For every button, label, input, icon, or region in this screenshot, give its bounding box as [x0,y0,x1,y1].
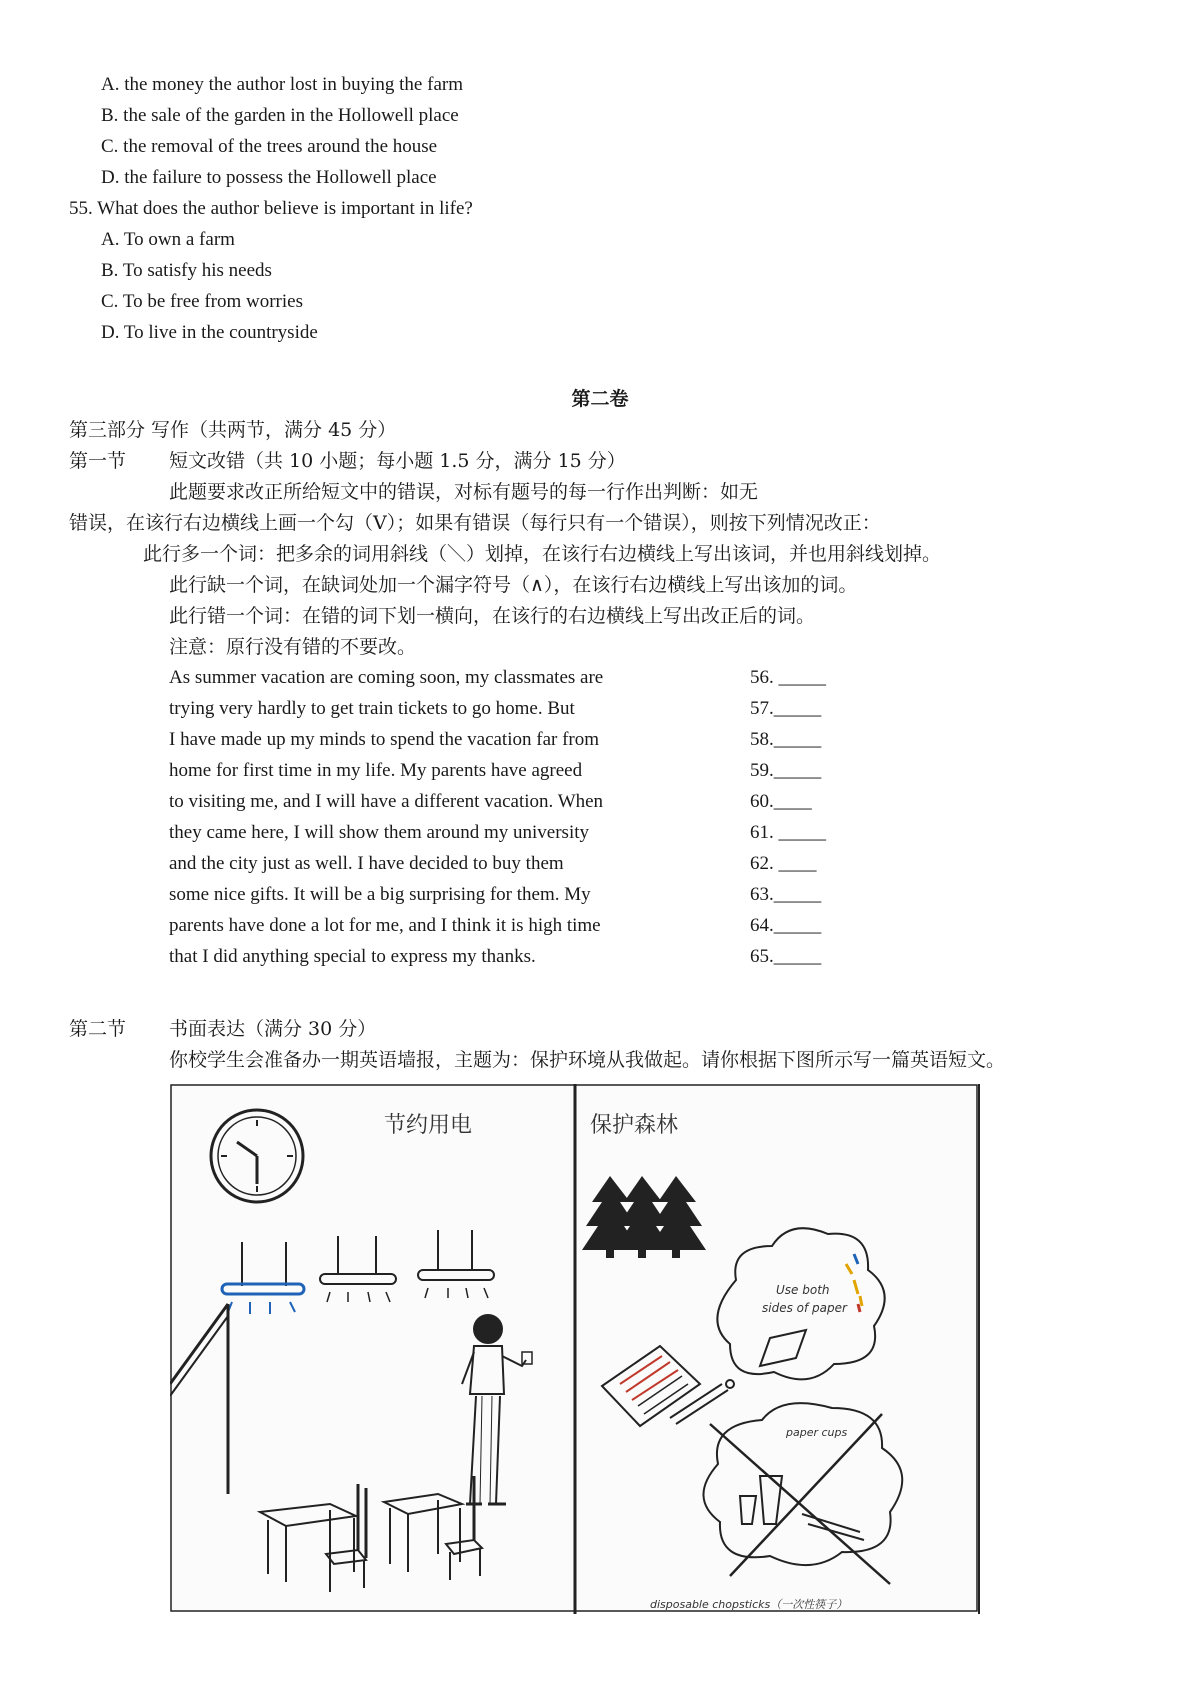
q54-option-c: C. the removal of the trees around the house [101,136,438,157]
section1-instruction-6: 注意：原行没有错的不要改。 [169,636,417,658]
passage-line: parents have done a lot for me, and I think it is high time [169,915,601,936]
passage-line: some nice gifts. It will be a big surprising for them. My [169,884,591,905]
section2-title: 书面表达（满分 30 分） [169,1018,377,1040]
passage-line: they came here, I will show them around my university [169,822,590,843]
section1-instruction-4: 此行缺一个词，在缺词处加一个漏字符号（∧），在该行右边横线上写出该加的词。 [169,574,858,596]
volume-title: 第二卷 [571,388,629,410]
section1-title: 短文改错（共 10 小题；每小题 1.5 分，满分 15 分） [169,450,626,472]
q54-option-a: A. the money the author lost in buying the farm [101,74,463,95]
chopsticks-label: disposable chopsticks（一次性筷子） [650,1598,848,1611]
answer-blank-57: 57._____ [750,698,822,719]
section2-label: 第二节 [69,1018,127,1040]
answer-blank-59: 59._____ [750,760,822,781]
section2-instruction: 你校学生会准备办一期英语墙报，主题为：保护环境从我做起。请你根据下图所示写一篇英语短文。 [169,1049,1006,1071]
clock-icon [211,1110,303,1202]
left-panel-title: 节约用电 [384,1113,473,1138]
paper-cups-label: paper cups [786,1426,848,1439]
section1-instruction-2: 错误，在该行右边横线上画一个勾（V）；如果有错误（每行只有一个错误），则按下列情况改正： [69,512,881,534]
q55-question: 55. What does the author believe is important in life? [69,198,473,219]
answer-blank-65: 65._____ [750,946,822,967]
section1-label: 第一节 [69,450,127,472]
q55-option-a: A. To own a farm [101,229,235,250]
right-panel-title: 保护森林 [590,1113,679,1138]
section1-instruction-5: 此行错一个词：在错的词下划一横向，在该行的右边横线上写出改正后的词。 [169,605,816,627]
passage-line: I have made up my minds to spend the vacation far from [169,729,600,750]
q55-option-c: C. To be free from worries [101,291,303,312]
answer-blank-58: 58._____ [750,729,822,750]
answer-blank-62: 62. ____ [750,853,817,874]
writing-prompt-figure [170,1084,982,1614]
passage-line: home for first time in my life. My parents have agreed [169,760,583,781]
part3-heading: 第三部分 写作（共两节，满分 45 分） [69,419,397,441]
answer-blank-60: 60.____ [750,791,812,812]
passage-line: that I did anything special to express my thanks. [169,946,536,967]
section1-instruction-1: 此题要求改正所给短文中的错误，对标有题号的每一行作出判断：如无 [169,481,759,503]
q55-option-d: D. To live in the countryside [101,322,318,343]
answer-blank-63: 63._____ [750,884,822,905]
answer-blank-64: 64._____ [750,915,822,936]
passage-line: to visiting me, and I will have a different vacation. When [169,791,604,812]
answer-blank-61: 61. _____ [750,822,826,843]
answer-blank-56: 56. _____ [750,667,826,688]
q54-option-d: D. the failure to possess the Hollowell place [101,167,437,188]
bubble-text-line-1: Use both [776,1283,830,1297]
q55-option-b: B. To satisfy his needs [101,260,272,281]
passage-line: and the city just as well. I have decided to buy them [169,853,564,874]
passage-line: As summer vacation are coming soon, my classmates are [169,667,604,688]
passage-line: trying very hardly to get train tickets to go home. But [169,698,575,719]
section1-instruction-3: 此行多一个词：把多余的词用斜线（＼）划掉，在该行右边横线上写出该词，并也用斜线划掉。 [143,543,942,565]
bubble-text-line-2: sides of paper [762,1301,847,1315]
q54-option-b: B. the sale of the garden in the Hollowell place [101,105,459,126]
